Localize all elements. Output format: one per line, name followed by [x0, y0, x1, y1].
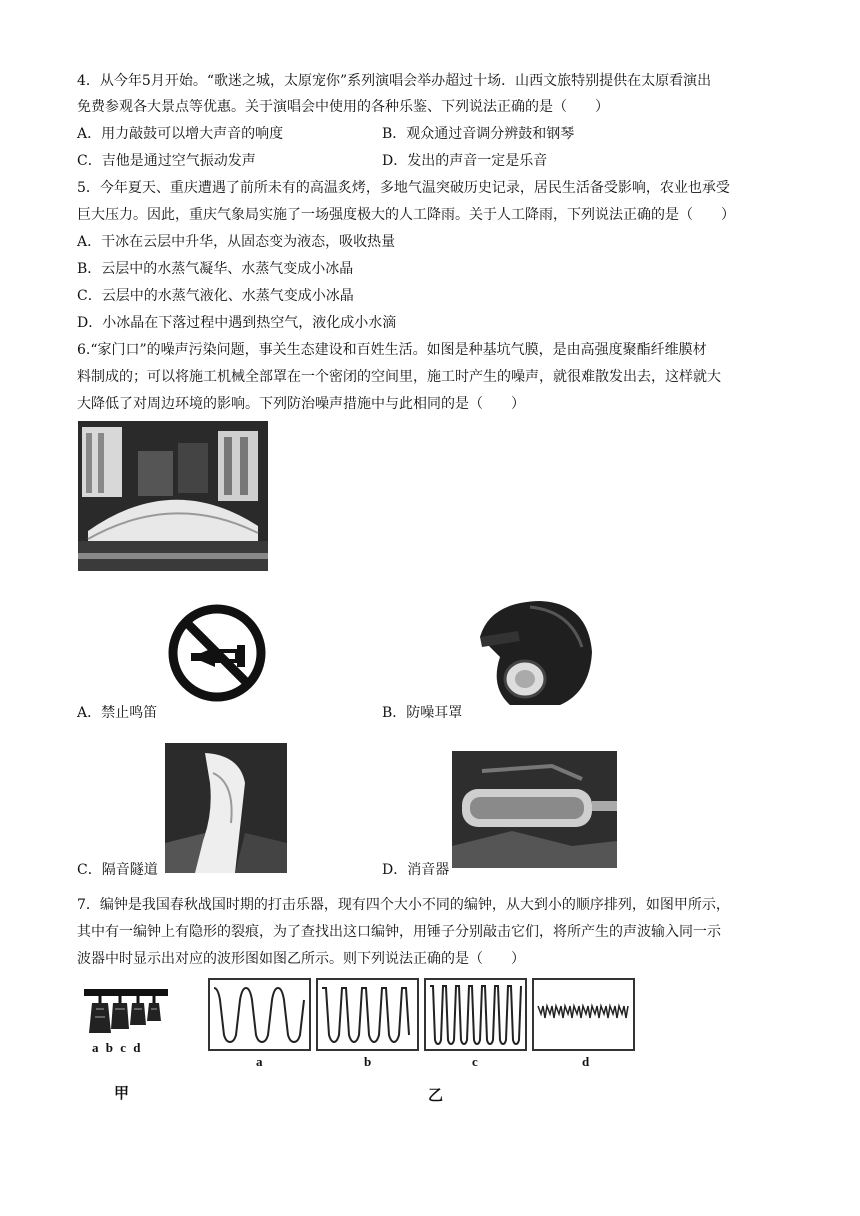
- q4-stem-line1: 4．从今年5月开始。“歌迷之城，太原宠你”系列演唱会举办超过十场．山西文旅特别提供在太原看演出: [77, 73, 712, 89]
- figure-yi-label: 乙: [428, 1086, 444, 1104]
- q5-stem-line1: 5．今年夏天、重庆遭遇了前所未有的高温炙烤，多地气温突破历史记录，居民生活备受影响，农业也承受: [77, 180, 730, 196]
- q6-option-b: B．防噪耳罩: [382, 705, 463, 721]
- q6-option-a: A．禁止鸣笛: [77, 705, 158, 721]
- no-honking-sign-image: [167, 603, 267, 703]
- bell-labels: a b c d: [92, 1040, 143, 1055]
- q7-stem-line2: 其中有一编钟上有隐形的裂痕，为了查找出这口编钟，用锤子分别敲击它们，将所产生的声波输入同一示: [77, 924, 721, 940]
- q5-option-b: B．云层中的水蒸气凝华、水蒸气变成小冰晶: [77, 261, 354, 277]
- waveform-a: [208, 978, 311, 1051]
- q4-option-a: A．用力敲鼓可以增大声音的响度: [77, 126, 284, 142]
- q7-stem-line3: 波器中时显示出对应的波形图如图乙所示。则下列说法正确的是（ ）: [77, 951, 525, 967]
- q6-stem-line3: 大降低了对周边环境的影响。下列防治噪声措施中与此相同的是（ ）: [77, 396, 525, 412]
- sound-insulation-tunnel-image: [165, 743, 287, 873]
- q6-stem-line2: 料制成的；可以将施工机械全部罩在一个密闭的空间里，施工时产生的噪声，就很难散发出去，这样就大: [77, 369, 721, 385]
- q4-option-b: B．观众通过音调分辨鼓和钢琴: [382, 126, 575, 142]
- q4-option-d: D．发出的声音一定是乐音: [382, 153, 548, 169]
- q5-stem-line2: 巨大压力。因此，重庆气象局实施了一场强度极大的人工降雨。关于人工降雨，下列说法正确的是（ ）: [77, 207, 735, 223]
- q5-option-c: C．云层中的水蒸气液化、水蒸气变成小冰晶: [77, 288, 354, 304]
- q4-option-c: C．吉他是通过空气振动发声: [77, 153, 256, 169]
- q6-option-d: D．消音器: [382, 862, 450, 878]
- waveform-d: [532, 978, 635, 1051]
- q6-stem-line1: 6.“家门口”的噪声污染问题，事关生态建设和百姓生活。如图是种基坑气膜，是由高强度聚酯纤维膜材: [77, 342, 707, 358]
- q6-option-c: C．隔音隧道: [77, 862, 158, 878]
- waveform-label-c: c: [472, 1054, 478, 1069]
- waveform-c: [424, 978, 527, 1051]
- waveform-label-a: a: [256, 1054, 263, 1069]
- muffler-image: [452, 751, 617, 868]
- q5-option-d: D．小冰晶在下落过程中遇到热空气，液化成小水滴: [77, 315, 397, 331]
- figure-jia-label: 甲: [114, 1084, 130, 1102]
- air-membrane-photo: [78, 421, 268, 571]
- chime-bells-figure: [84, 987, 168, 1037]
- q4-stem-line2: 免费参观各大景点等优惠。关于演唱会中使用的各种乐鉴、下列说法正确的是（ ）: [77, 99, 609, 115]
- q7-stem-line1: 7．编钟是我国春秋战国时期的打击乐器，现有四个大小不同的编钟，从大到小的顺序排列，如图甲所示，: [77, 897, 730, 913]
- waveform-label-d: d: [582, 1054, 590, 1069]
- noise-earmuff-image: [470, 597, 595, 709]
- waveform-label-b: b: [364, 1054, 372, 1069]
- q5-option-a: A．干冰在云层中升华，从固态变为液态，吸收热量: [77, 234, 396, 250]
- waveform-b: [316, 978, 419, 1051]
